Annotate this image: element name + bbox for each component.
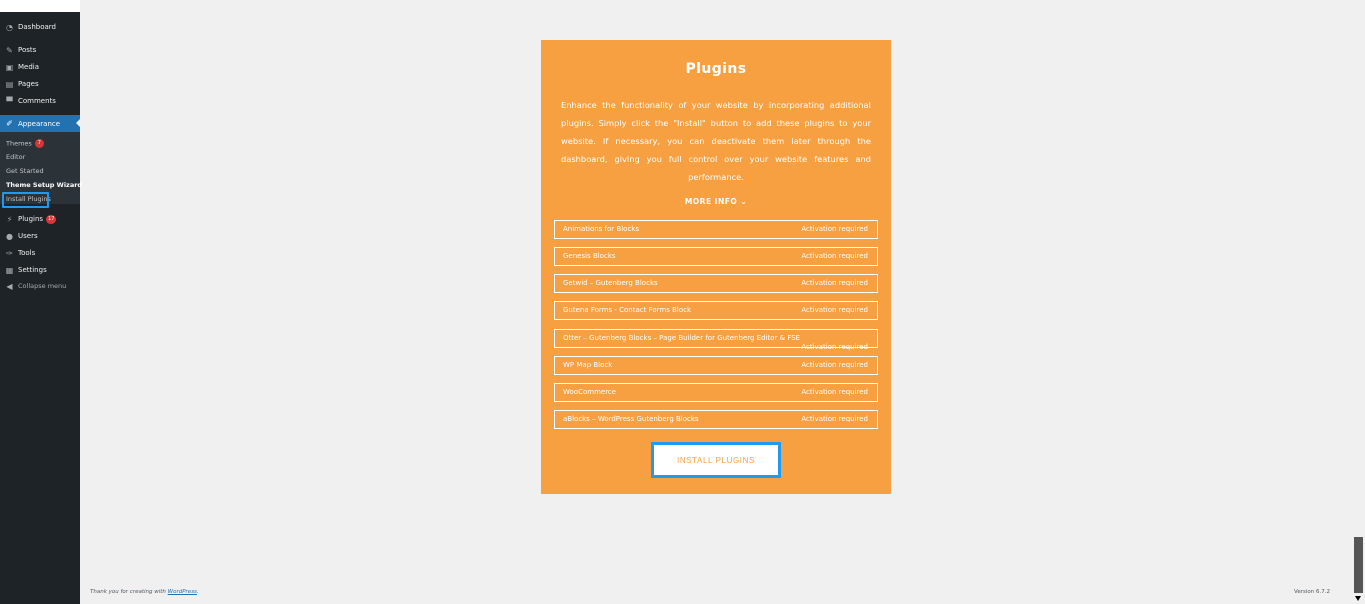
install-plugins-button[interactable]: INSTALL PLUGINS	[651, 442, 781, 478]
sidebar-item-media[interactable]	[0, 59, 80, 75]
plugin-status: Activation required	[801, 306, 868, 314]
more-info-toggle[interactable]	[541, 197, 891, 206]
install-plugins-highlight	[2, 192, 49, 208]
plugin-row[interactable]	[554, 301, 878, 320]
comment-icon: ▀	[6, 96, 13, 106]
plugin-status: Activation required	[801, 415, 868, 423]
sidebar-item-plugins[interactable]	[0, 211, 80, 227]
sidebar-item-appearance[interactable]	[0, 115, 80, 132]
submenu-item-editor[interactable]	[6, 153, 25, 161]
user-icon: ●	[6, 231, 13, 241]
submenu-item-label: Editor	[6, 153, 26, 161]
sidebar-item-label: Tools	[18, 249, 36, 257]
collapse-menu-label: Collapse menu	[18, 282, 67, 290]
scrollbar-thumb[interactable]	[1354, 537, 1363, 593]
plugin-status: Activation required	[801, 225, 868, 233]
sidebar-item-label: Settings	[18, 266, 47, 274]
dashboard-icon: ◔	[6, 22, 13, 32]
chevron-down-icon: ⌄	[740, 197, 748, 206]
wrench-icon: ✑	[6, 248, 13, 258]
footer-thanks-prefix: Thank you for creating with	[90, 589, 166, 595]
sidebar-item-label: Users	[18, 232, 38, 240]
plugin-name: WooCommerce	[563, 388, 617, 396]
pages-icon: ▤	[5, 79, 14, 89]
plugin-name: aBlocks – WordPress Gutenberg Blocks	[563, 415, 699, 423]
scroll-down-arrow-icon[interactable]	[1355, 596, 1361, 601]
sidebar-item-label: Media	[18, 63, 40, 71]
themes-update-badge: 7	[35, 139, 44, 148]
sidebar-item-comments[interactable]	[0, 93, 80, 109]
submenu-item-label: Theme Setup Wizard	[6, 181, 83, 189]
plugin-row[interactable]	[554, 247, 878, 266]
plugin-row[interactable]	[554, 220, 878, 239]
sidebar-item-label: Appearance	[18, 119, 61, 128]
plugin-name: Animations for Blocks	[563, 225, 639, 233]
sidebar-item-settings[interactable]	[0, 262, 80, 278]
plugins-card	[541, 40, 891, 494]
media-icon: ▣	[5, 62, 14, 72]
sidebar-item-tools[interactable]	[0, 245, 80, 261]
plugins-update-badge: 17	[48, 215, 55, 222]
card-description: Enhance the functionality of your website by incorporating additional plugins. Simply click the "Install" button to add these plugins to your website. If necessary, you can deactivate them later through the dashboard, giving you full control over your website features and performance.	[561, 100, 871, 182]
active-indicator-arrow	[76, 119, 80, 127]
footer-thanks	[90, 589, 199, 595]
sidebar-item-posts[interactable]	[0, 42, 80, 58]
admin-sidebar	[0, 12, 83, 604]
sidebar-item-label: Dashboard	[18, 23, 56, 31]
plugin-status: Activation required	[801, 279, 868, 287]
plugin-status: Activation required	[801, 388, 868, 396]
brush-icon: ✐	[6, 119, 13, 128]
collapse-arrow-icon: ◀	[6, 281, 13, 291]
sidebar-item-label: Comments	[18, 97, 56, 105]
plugin-name: Gutena Forms - Contact Forms Block	[563, 306, 692, 314]
plugin-name: Getwid – Gutenberg Blocks	[563, 279, 658, 287]
submenu-item-themes[interactable]	[6, 139, 44, 148]
pin-icon: ✎	[6, 45, 13, 55]
submenu-item-label: Install Plugins	[6, 195, 51, 203]
footer-version: Version 6.7.2	[1294, 589, 1330, 595]
plugin-name: Genesis Blocks	[563, 252, 616, 260]
plugin-name: WP Map Block	[563, 361, 613, 369]
sidebar-item-users[interactable]	[0, 228, 80, 244]
submenu-item-label: Themes	[6, 139, 32, 148]
plugin-row[interactable]	[554, 383, 878, 402]
plugin-row[interactable]	[554, 410, 878, 429]
submenu-item-label: Get Started	[6, 167, 44, 175]
card-title: Plugins	[685, 61, 747, 77]
sidebar-item-label: Pages	[18, 80, 39, 88]
plug-icon: ⚡	[6, 214, 13, 224]
sidebar-item-dashboard[interactable]	[0, 19, 80, 35]
plugin-name: Otter – Gutenberg Blocks – Page Builder for Gutenberg Editor & FSE	[563, 334, 801, 342]
plugin-row[interactable]	[554, 274, 878, 293]
sidebar-item-pages[interactable]	[0, 76, 80, 92]
settings-icon: ▦	[5, 265, 14, 275]
collapse-menu-button[interactable]	[0, 278, 80, 294]
sidebar-item-label: Plugins	[18, 215, 44, 223]
plugin-status: Activation required	[801, 361, 868, 369]
wordpress-link[interactable]: WordPress	[167, 589, 197, 595]
submenu-item-get-started[interactable]	[6, 167, 44, 175]
plugin-status: Activation required	[801, 343, 868, 351]
more-info-label: MORE INFO	[684, 197, 738, 206]
sidebar-item-label: Posts	[18, 46, 37, 54]
admin-bar-strip	[0, 0, 80, 12]
footer-thanks-suffix: .	[196, 589, 199, 595]
plugin-row[interactable]	[554, 329, 878, 351]
plugin-status: Activation required	[801, 252, 868, 260]
plugin-row[interactable]	[554, 356, 878, 375]
page-scrollbar[interactable]	[1352, 0, 1365, 604]
submenu-item-theme-setup-wizard[interactable]	[6, 181, 82, 189]
